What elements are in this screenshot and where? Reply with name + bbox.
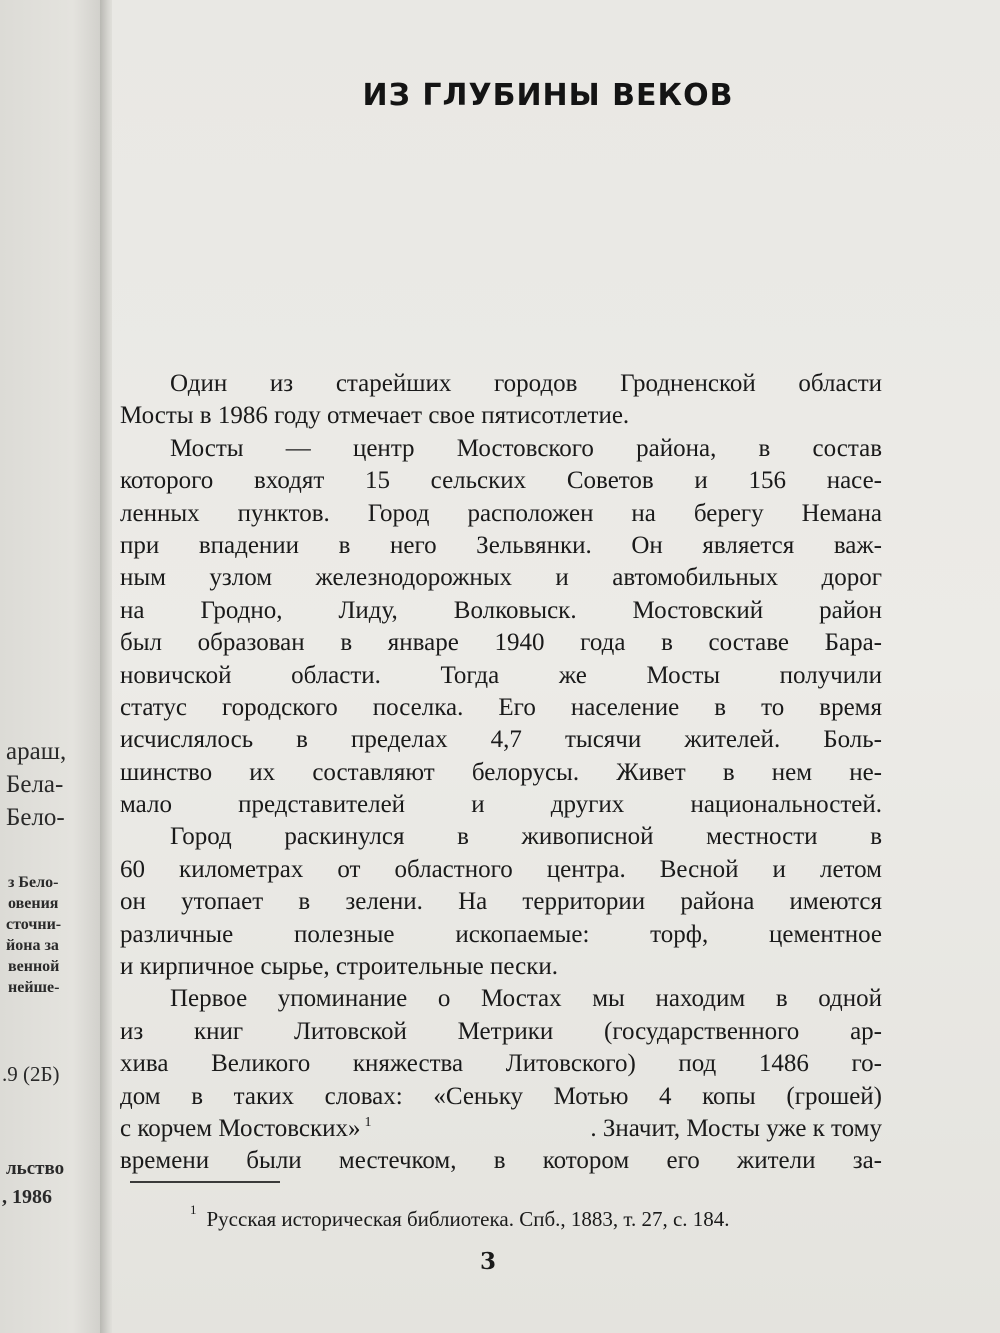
chapter-title: ИЗ ГЛУБИНЫ ВЕКОВ xyxy=(362,78,734,113)
text-line: которого входят 15 сельских Советов и 156 насе- xyxy=(120,467,882,495)
text-line: шинство их составляют белорусы. Живет в нем не- xyxy=(120,758,882,786)
footnote-reference: 1 xyxy=(364,1114,372,1130)
text-fragment: . Значит, Мосты уже к тому xyxy=(590,1114,882,1142)
footnote-text: Русская историческая библиотека. Спб., 1883, т. 27, с. 184. xyxy=(206,1207,730,1231)
left-text-line: овения xyxy=(8,895,59,912)
left-text-line: венной xyxy=(8,958,60,975)
text-line: Мосты в 1986 году отмечает свое пятисотлетие. xyxy=(120,402,630,430)
text-line: был образован в январе 1940 года в составе Бара- xyxy=(120,629,882,657)
text-line: при впадении в него Зельвянки. Он является важ- xyxy=(120,531,882,559)
text-line: Один из старейших городов Гродненской области xyxy=(170,370,882,397)
text-line: 60 километрах от областного центра. Весной и летом xyxy=(120,855,882,883)
left-text-line: араш, xyxy=(6,738,67,765)
body-text xyxy=(120,368,882,1178)
left-code: .9 (2Б) xyxy=(2,1062,60,1086)
left-text-line: льство xyxy=(6,1158,65,1179)
text-line: различные полезные ископаемые: торф, цементное xyxy=(120,920,882,948)
text-fragment: с корчем Мостовских» xyxy=(120,1114,361,1142)
footnote xyxy=(190,1202,730,1232)
text-line: Первое упоминание о Мостах мы находим в одной xyxy=(170,985,882,1013)
text-line: хива Великого княжества Литовского) под 1486 го- xyxy=(120,1050,882,1078)
left-text-line: сточни- xyxy=(6,916,62,933)
left-text-line: Бела- xyxy=(6,771,64,798)
text-line-with-footnote xyxy=(120,1113,882,1145)
text-line: мало представителей и других национальностей. xyxy=(120,791,882,819)
left-page-fragment xyxy=(0,0,104,1333)
left-text-line: , 1986 xyxy=(2,1186,52,1208)
text-line: из книг Литовской Метрики (государственного ар- xyxy=(120,1017,882,1045)
left-text-line: Бело- xyxy=(6,804,65,831)
left-text-line: йона за xyxy=(6,937,59,954)
text-line: исчислялось в пределах 4,7 тысячи жителей. Боль- xyxy=(120,726,882,754)
text-line: новичской области. Тогда же Мосты получили xyxy=(120,661,882,689)
text-line: Город раскинулся в живописной местности в xyxy=(170,823,882,851)
footnote-divider xyxy=(130,1181,280,1183)
footnote-number: 1 xyxy=(190,1202,197,1217)
text-line: и кирпичное сырье, строительные пески. xyxy=(120,953,559,981)
left-text-line: нейше- xyxy=(8,979,60,996)
text-line: ленных пунктов. Город расположен на берегу Немана xyxy=(120,499,882,527)
text-line: на Гродно, Лиду, Волковыск. Мостовский район xyxy=(120,596,882,624)
text-line: он утопает в зелени. На территории района имеются xyxy=(120,888,882,916)
text-line: Мосты — центр Мостовского района, в состав xyxy=(170,434,882,462)
text-line: статус городского поселка. Его население в то время xyxy=(120,693,882,721)
left-text-line: з Бело- xyxy=(8,874,59,891)
text-line: дом в таких словах: «Сеньку Мотью 4 копы (грошей) xyxy=(120,1082,882,1110)
page-number: 3 xyxy=(480,1248,497,1275)
text-line: ным узлом железнодорожных и автомобильных дорог xyxy=(120,564,882,592)
text-line: времени были местечком, в котором его жители за- xyxy=(120,1147,882,1175)
